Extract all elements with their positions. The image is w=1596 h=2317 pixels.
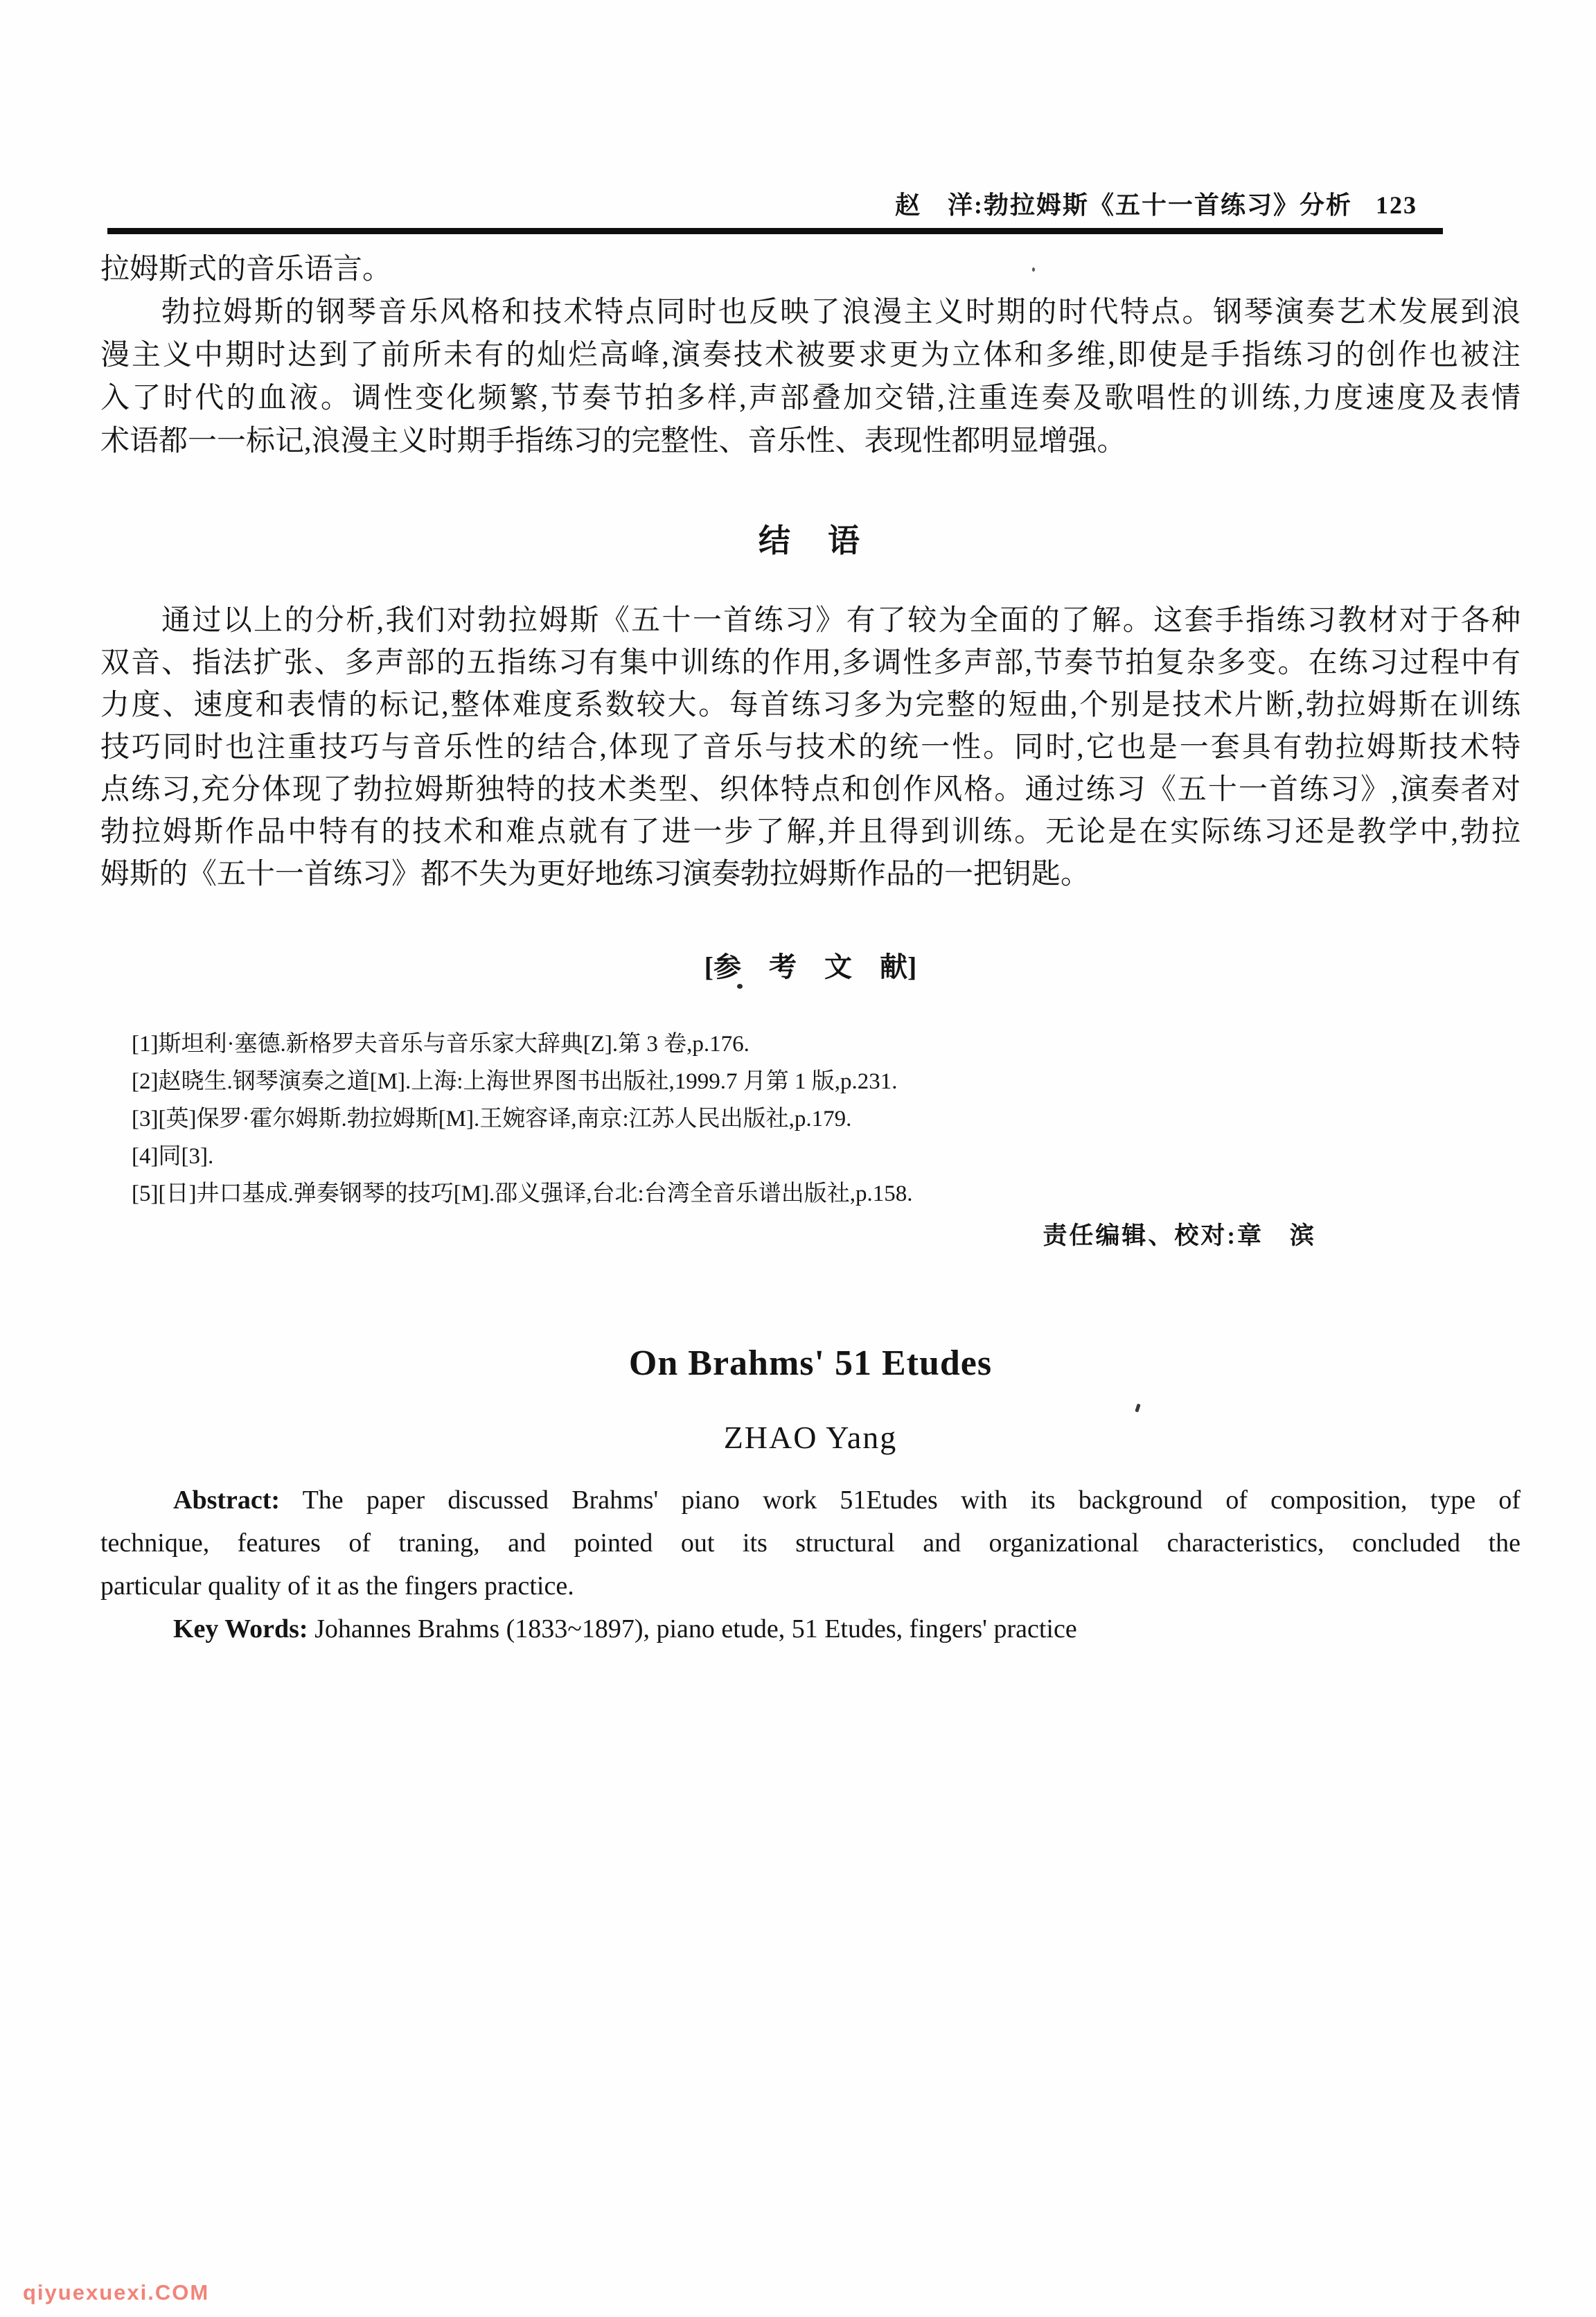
body-line: 拉姆斯式的音乐语言。: [100, 254, 392, 285]
body-line: 点练习,充分体现了勃拉姆斯独特的技术类型、织体特点和创作风格。通过练习《五十一首练习》,演奏者对: [100, 774, 1520, 806]
body-line: 漫主义中期时达到了前所未有的灿烂高峰,演奏技术被要求更为立体和多维,即使是手指练习的创作也被注: [100, 340, 1520, 371]
body-line: 力度、速度和表情的标记,整体难度系数较大。每首练习多为完整的短曲,个别是技术片断,勃拉姆斯在训练: [100, 689, 1520, 721]
body-line: 双音、指法扩张、多声部的五指练习有集中训练的作用,多调性多声部,节奏节拍复杂多变。在练习过程中有: [100, 647, 1520, 679]
keywords-line: [100, 1607, 1520, 1650]
scan-speck: [737, 984, 743, 989]
reference-item: [3][英]保罗·霍尔姆斯.勃拉姆斯[M].王婉容译,南京:江苏人民出版社,p.179.: [132, 1107, 852, 1131]
keywords-text: Johannes Brahms (1833~1897), piano etude, 51 Etudes, fingers' practice: [314, 1614, 1077, 1644]
running-header: [895, 186, 1417, 221]
references-heading: [参 考 文 献]: [704, 951, 917, 983]
editor-note: 责任编辑、校对:章 滨: [1043, 1222, 1316, 1249]
reference-item: [2]赵晓生.钢琴演奏之道[M].上海:上海世界图书出版社,1999.7 月第 1 版,p.231.: [132, 1069, 898, 1094]
scan-speck: [1032, 267, 1035, 272]
body-line: 勃拉姆斯作品中特有的技术和难点就有了进一步了解,并且得到训练。无论是在实际练习还是教学中,勃拉: [100, 816, 1520, 848]
abstract-text: The paper discussed Brahms' piano work 51Etudes with its background of composition, type of: [302, 1486, 1520, 1515]
english-title: On Brahms' 51 Etudes: [628, 1343, 993, 1383]
page-number: 123: [1376, 191, 1417, 219]
reference-item: [1]斯坦利·塞德.新格罗夫音乐与音乐家大辞典[Z].第 3 卷,p.176.: [132, 1032, 750, 1057]
scan-speck: [1135, 1404, 1140, 1413]
body-line: 姆斯的《五十一首练习》都不失为更好地练习演奏勃拉姆斯作品的一把钥匙。: [100, 858, 1090, 890]
intro-paragraphs: [100, 248, 1520, 463]
abstract-label: Abstract:: [173, 1486, 281, 1515]
body-line: 技巧同时也注重技巧与音乐性的结合,体现了音乐与技术的统一性。同时,它也是一套具有勃拉姆斯技术特: [100, 732, 1520, 764]
english-abstract: [100, 1479, 1520, 1650]
english-author: ZHAO Yang: [723, 1420, 898, 1455]
reference-list: [132, 1025, 1503, 1213]
body-line: 入了时代的血液。调性变化频繁,节奏节拍多样,声部叠加交错,注重连奏及歌唱性的训练,力度速度及表情: [100, 382, 1520, 414]
body-line: 通过以上的分析,我们对勃拉姆斯《五十一首练习》有了较为全面的了解。这套手指练习教材对于各种: [161, 605, 1520, 637]
reference-item: [5][日]井口基成.弹奏钢琴的技巧[M].邵义强译,台北:台湾全音乐谱出版社,p.158.: [132, 1181, 913, 1206]
conclusion-paragraph: [100, 600, 1520, 896]
keywords-label: Key Words:: [173, 1614, 308, 1644]
body-line: 勃拉姆斯的钢琴音乐风格和技术特点同时也反映了浪漫主义时期的时代特点。钢琴演奏艺术发展到浪: [161, 297, 1520, 328]
running-title: 赵 洋:勃拉姆斯《五十一首练习》分析: [895, 191, 1352, 219]
conclusion-heading: 结 语: [759, 523, 862, 558]
watermark: qiyuexuexi.COM: [23, 2280, 210, 2305]
reference-item: [4]同[3].: [132, 1144, 214, 1169]
abstract-line: [100, 1479, 1520, 1522]
header-rule: [107, 228, 1443, 234]
abstract-line: particular quality of it as the fingers practice.: [100, 1571, 574, 1601]
abstract-line: technique, features of traning, and pointed out its structural and organizational characteristics, concluded the: [100, 1528, 1520, 1558]
body-line: 术语都一一标记,浪漫主义时期手指练习的完整性、音乐性、表现性都明显增强。: [100, 425, 1126, 457]
